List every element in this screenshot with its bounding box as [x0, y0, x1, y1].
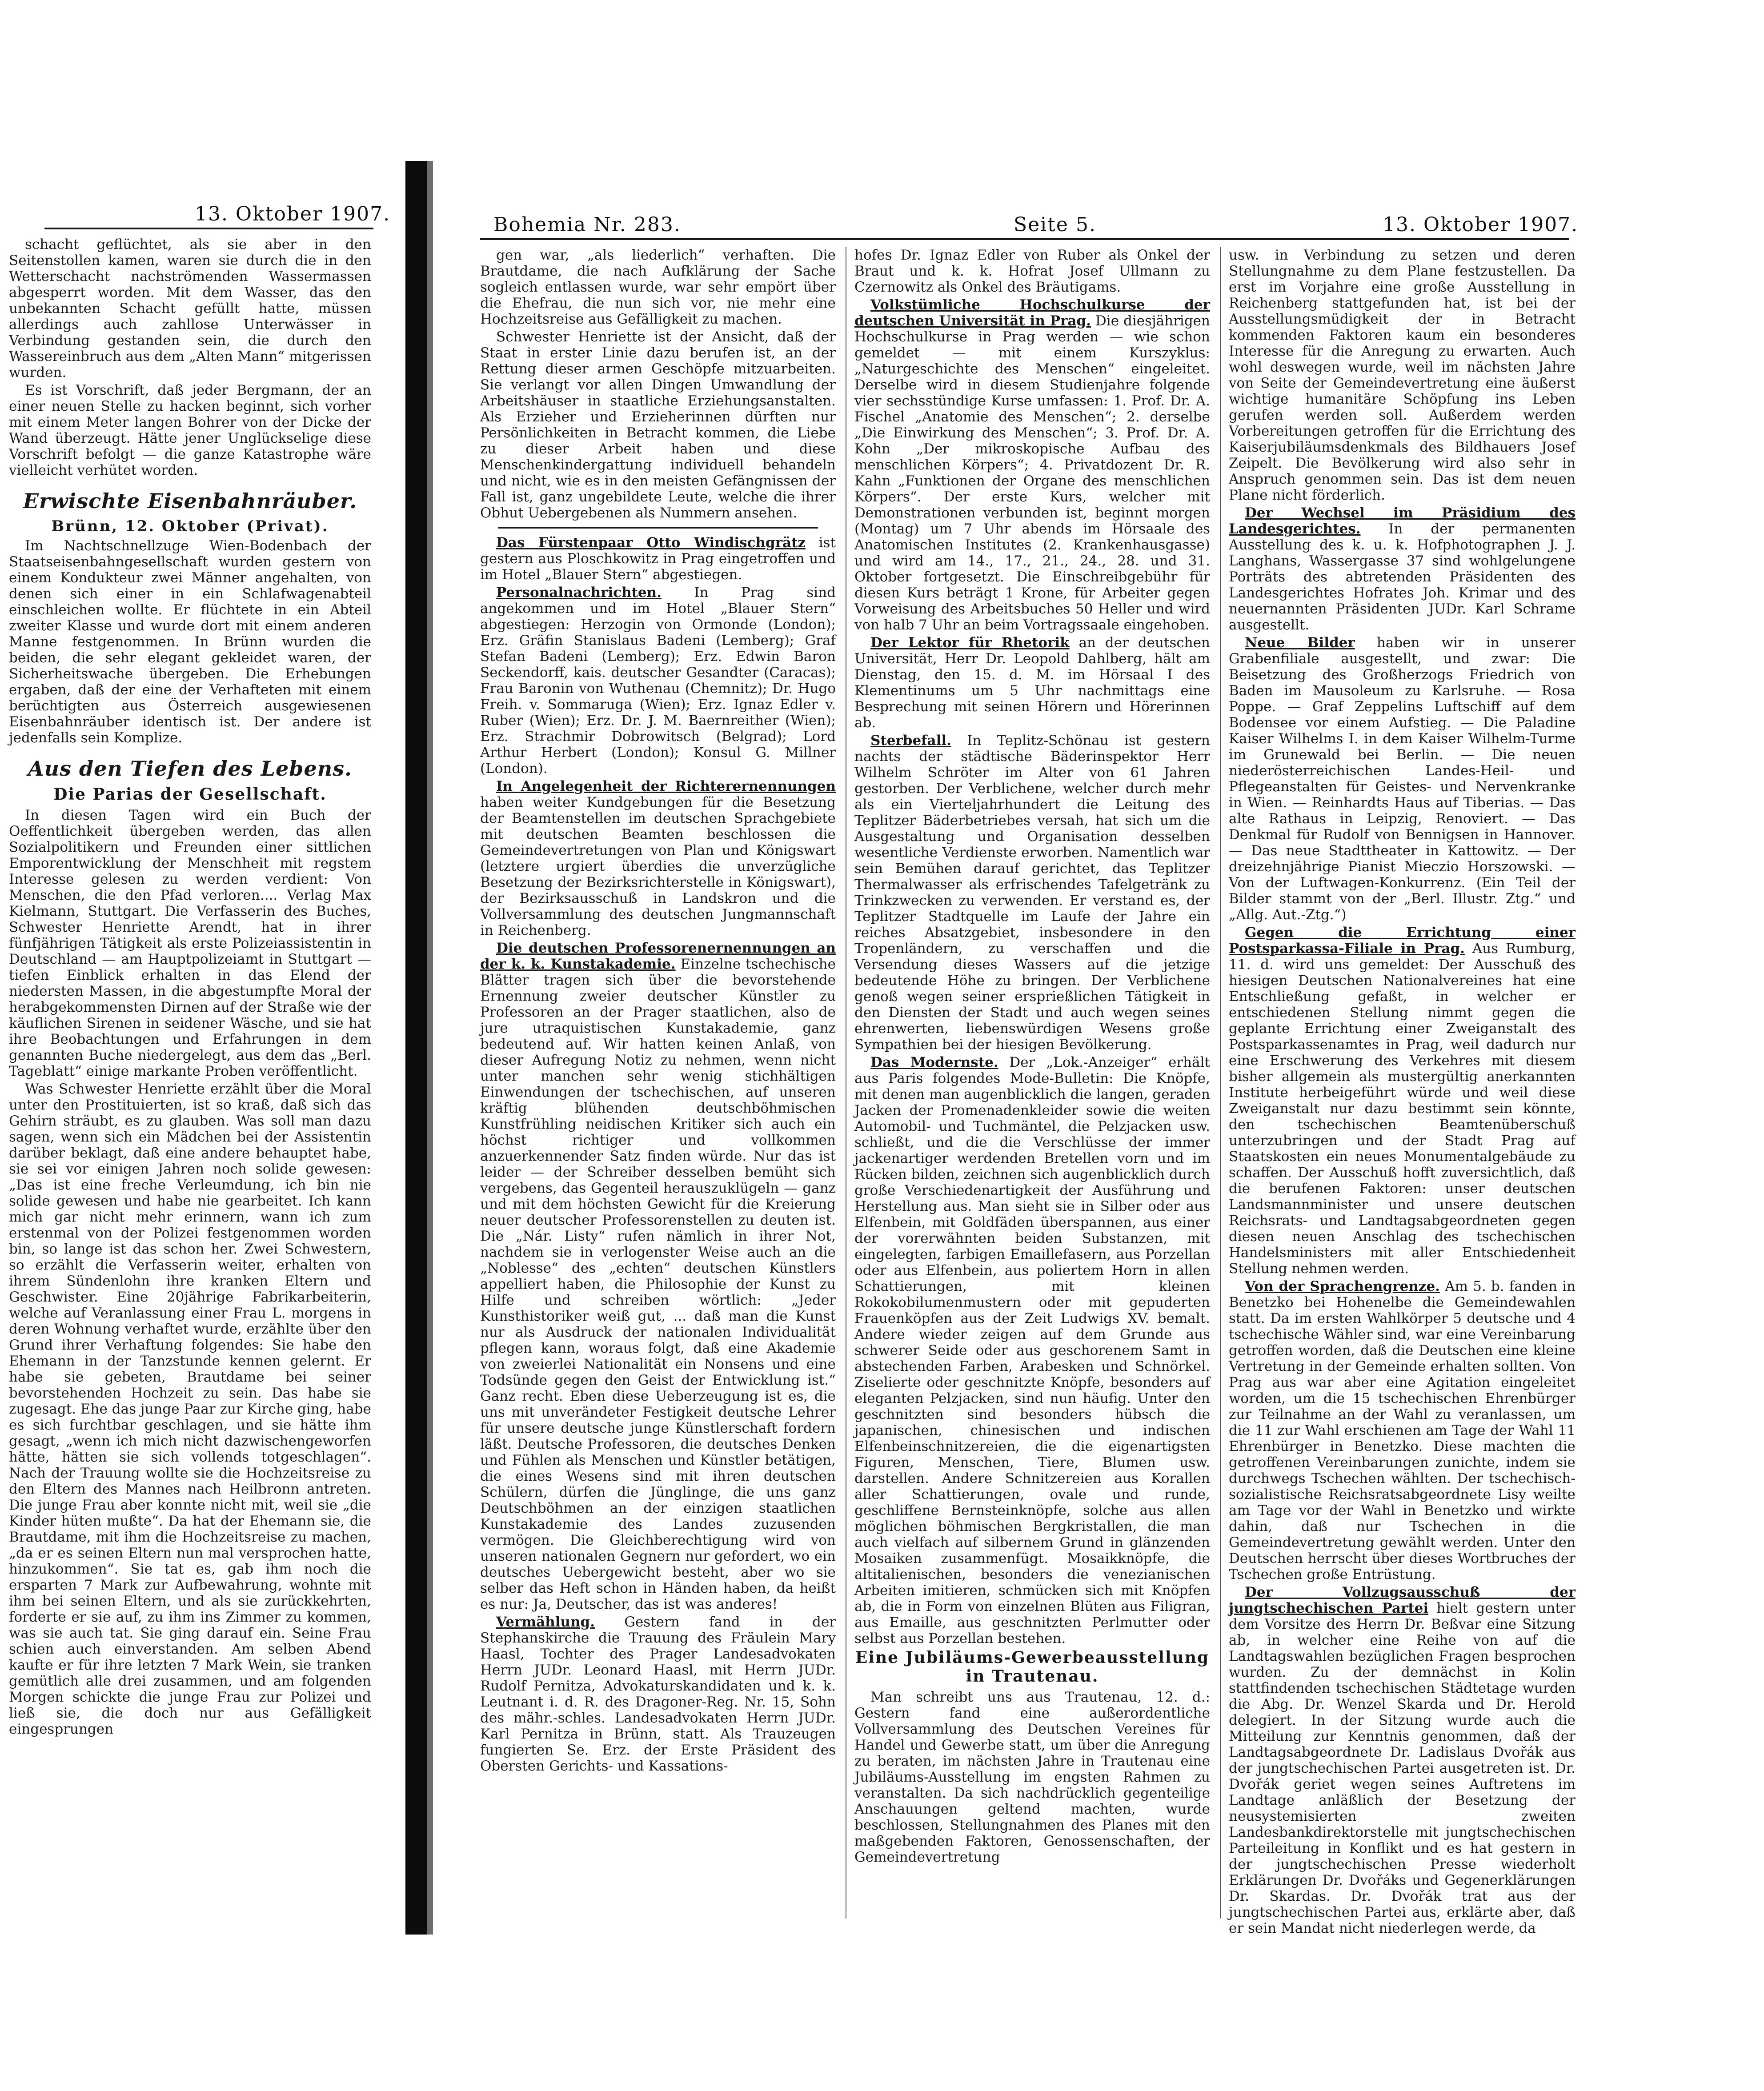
page-number: Seite 5.	[1014, 213, 1096, 236]
news-item-title: Vermählung.	[496, 1614, 595, 1630]
news-item-text: Die diesjährigen Hochschulkurse in Prag werden — wie schon gemeldet — mit einem Kurszyklus: „Naturgeschichte des Menschen“ eingeleitet. Derselbe wird in diesem Studienjahre folgende vier sechsstündige Kurse umfassen: 1. Prof. Dr. A. Fischel „Anatomie des Menschen“; 2. derselbe „Die Einwirkung des Menschen“; 3. Prof. Dr. A. Kohn „Der mikroskopische Aufbau des menschlichen Körpers“; 4. Privatdozent Dr. R. Kahn „Funktionen der Organe des menschlichen Körpers“. Der erste Kurs, welcher mit Demonstrationen verbunden ist, beginnt morgen (Montag) um 7 Uhr abends im Hörsaale des Anatomischen Institutes (2. Krankenhausgasse) und wird am 14., 17., 21., 24., 28. und 31. Oktober fortgesetzt. Die Einschreibgebühr für diesen Kurs beträgt 1 Krone, für Arbeiter gegen Vorweisung des Arbeitsbuches 50 Heller und wird von halb 7 Uhr an beim Vortragssaale eingehoben.	[854, 313, 1210, 633]
news-item-text: hielt gestern unter dem Vorsitze des Herrn Dr. Beßvar eine Sitzung ab, in welcher eine Reihe von auf die Landtagswahlen bezüglichen Fragen besprochen wurden. Zu der demnächst in Kolin stattfindenden tschechischen Städtetage wurden die Abg. Dr. Wenzel Skarda und Dr. Herold delegiert. In der Sitzung wurde auch die Mitteilung zur Kenntnis genommen, daß der Landtagsabgeordnete Dr. Ladislaus Dvořák aus der jungtschechischen Partei ausgetreten ist. Dr. Dvořák geriet wegen seines Auftretens im Landtage anläßlich der Besetzung der neusystemisierten zweiten Landesbankdirektorstelle mit jungtschechischen Parteileitung in Konflikt und es hat gestern in der jungtschechischen Presse wiederholt Erklärungen Dr. Dvořáks und Gegenerklärungen Dr. Skardas. Dr. Dvořák trat aus der jungtschechischen Partei aus, erklärte aber, daß er sein Mandat nicht niederlegen werde, da	[1229, 1600, 1576, 1936]
news-item-text: Aus Rumburg, 11. d. wird uns gemeldet: Der Ausschuß des hiesigen Deutschen Nationalvereines hat eine Entschließung gefaßt, in welcher er entschiedenen Stellung nimmt gegen die geplante Errichtung einer Zweiganstalt des Postsparkassenamtes in Prag, weil dadurch nur eine Erschwerung des Verkehres mit diesem bisher allgemein als mustergültig anerkannten Institute herbeigeführt würde und weil diese Zweiganstalt nur dazu bestimmt sein könnte, den tschechischen Beamtenüberschuß unterzubringen und der Stadt Prag auf Staatskosten ein neues Monumentalgebäude zu schaffen. Der Ausschuß hofft zuversichtlich, daß die berufenen Faktoren: unser deutschen Landsmannminister und unsere deutschen Reichsrats- und Landtagsabgeordneten gegen diesen neuen Anschlag des tschechischen Handelsministers mit aller Entschiedenheit Stellung nehmen werden.	[1229, 941, 1576, 1277]
left-page-date: 13. Oktober 1907.	[195, 203, 391, 225]
news-item-text: ist gestern aus Ploschkowitz in Prag eingetroffen und im Hotel „Blauer Stern“ abgestiegen.	[480, 535, 836, 583]
paragraph: hofes Dr. Ignaz Edler von Ruber als Onkel der Braut und k. k. Hofrat Josef Ullmann zu Czernowitz als Onkel des Bräutigams.	[854, 247, 1210, 295]
news-item-title: Gegen die Errichtung einer Postsparkassa-Filiale in Prag.	[1229, 925, 1576, 957]
news-item-title: Der Vollzugsausschuß der jungtschechischen Partei	[1229, 1584, 1576, 1616]
news-item-title: Personalnachrichten.	[496, 585, 662, 601]
news-item-text: In Prag sind angekommen und im Hotel „Blauer Stern“ abgestiegen: Herzogin von Ormonde (London); Erz. Gräfin Stanislaus Badeni (Lemberg); Graf Stefan Badeni (Lemberg); Erz. Edwin Baron Seckendorff, kais. deutscher Gesandter (Caracas); Frau Baronin von Wuthenau (Chemnitz); Dr. Hugo Freih. v. Sommaruga (Wien); Erz. Ignaz Edler v. Ruber (Wien); Erz. Dr. J. M. Baernreither (Wien); Erz. Strachmir Dobrowitsch (Belgrad); Lord Arthur Herbert (London); Konsul G. Millner (London).	[480, 585, 836, 777]
masthead-title: Bohemia Nr. 283.	[493, 213, 681, 236]
news-item-text: Der „Lok.-Anzeiger“ erhält aus Paris folgendes Mode-Bulletin: Die Knöpfe, mit denen man augenblicklich die langen, geraden Jacken der Promenadenkleider sowie die weiten Automobil- und Tuchmäntel, die Pelzjacken usw. schließt, und die die Verschlüsse der immer jackenartiger werdenden Bretellen vorn und im Rücken bilden, zeichnen sich augenblicklich durch große Verschiedenartigkeit der Ausführung und Herstellung aus. Man sieht sie in Silber oder aus Elfenbein, mit Goldfäden überspannen, aus einer der vorerwähnten beiden Substanzen, mit eingelegten, farbigen Emaillefasern, aus Porzellan oder aus Elfenbein, aus poliertem Horn in allen Schattierungen, mit kleinen Rokokobilumenmustern oder mit gepuderten Frauenköpfen aus der Zeit Ludwigs XV. bemalt. Andere wieder zeigen auf dem Grunde aus schwerer Seide oder aus geschorenem Samt in abstechenden Farben, Arabesken und Schnörkel. Ziselierte oder geschnitzte Knöpfe, besonders auf eleganten Pelzjacken, sind nun häufig. Unter den geschnitzten sind besonders hübsch die japanischen, chinesischen und indischen Elfenbeinschnitzereien, die die eigenartigsten Figuren, Menschen, Tiere, Blumen usw. darstellen. Andere Schnitzereien aus Korallen aller Schattierungen, ovale und runde, geschliffene Bernsteinknöpfe, solche aus allen möglichen böhmischen Bergkristallen, die man auch vielfach auf silbernem Grund in glänzenden Mosaiken zusammenfügt. Mosaikknöpfe, die altitalienischen, besonders die venezianischen Arbeiten imitieren, schmücken sich mit Knöpfen ab, die in Form von einzelnen Blüten aus Filigran, aus Emaille, aus geschnitzten Perlmutter oder selbst aus Porzellan bestehen.	[854, 1054, 1210, 1646]
news-item	[480, 778, 836, 938]
left-page	[0, 187, 400, 1898]
news-item	[1229, 925, 1576, 1277]
book-gutter	[405, 161, 427, 1935]
news-item	[480, 535, 836, 583]
right-page-date: 13. Oktober 1907.	[1383, 213, 1579, 236]
paragraph: usw. in Verbindung zu setzen und deren Stellungnahme zu dem Plane festzustellen. Da erst im Vorjahre eine große Ausstellung in Reichenberg stattgefunden hat, ist bei der Ausstellungsmüdigkeit der in Betracht kommenden Faktoren kaum ein besonderes Interesse für die Anregung zu erwarten. Auch wohl deswegen wurde, weil im nächsten Jahre von Seite der Gemeindevertretung eine äußerst wichtige humanitäre Schöpfung ins Leben gerufen werden soll. Außerdem werden Vorbereitungen getroffen für die Errichtung des Kaiserjubiläumsdenkmals des Bildhauers Josef Zeipelt. Die Bevölkerung wird also sehr in Anspruch genommen sein. Das ist dem neuen Plane nicht förderlich.	[1229, 247, 1576, 503]
paragraph: Man schreibt uns aus Trautenau, 12. d.: Gestern fand eine außerordentliche Vollversammlung des Deutschen Vereines für Handel und Gewerbe statt, um über die Anregung zu beraten, im nächsten Jahre in Trautenau eine Jubiläums-Ausstellung im engsten Rahmen zu veranstalten. Da sich nachdrücklich gegenteilige Anschauungen geltend machten, wurde beschlossen, Stellungnahmen des Planes mit den maßgebenden Faktoren, Genossenschaften, der Gemeindevertretung	[854, 1689, 1210, 1865]
section-heading: Erwischte Eisenbahnräuber.	[23, 489, 357, 513]
right-page	[480, 213, 1614, 1936]
news-item-text: haben weiter Kundgebungen für die Besetzung der Beamtenstellen im deutschen Sprachgebiete mit deutschen Beamten beschlossen die Gemeindevertretungen von Plan und Königswart (letztere urgiert überdies die unverzügliche Besetzung der Bezirksrichterstelle in Königswart), der Bezirksausschuß in Landskron und die Vollversammlung des deutschen Jungmannschaft in Reichenberg.	[480, 794, 836, 938]
news-item	[854, 733, 1210, 1053]
news-item-text: In der permanenten Ausstellung des k. u. k. Hofphotographen J. J. Langhans, Wassergasse 37 sind wohlgelungene Porträts des abtretenden Präsidenten des Landesgerichtes Hofrates Joh. Krimar und des neuernannten Präsidenten JUDr. Karl Schrame ausgestellt.	[1229, 521, 1576, 633]
section-subheading: Die Parias der Gesellschaft.	[53, 785, 327, 804]
section-divider	[498, 527, 818, 529]
article-column-3	[1229, 247, 1576, 1936]
dateline: Brünn, 12. Oktober (Privat).	[51, 517, 329, 535]
news-item-title: Das Fürstenpaar Otto Windischgrätz	[496, 535, 806, 551]
news-item-text: haben wir in unserer Grabenfiliale ausgestellt, und zwar: Die Beisetzung des Großherzogs Friedrich von Baden im Mausoleum zu Karlsruhe. — Rosa Poppe. — Graf Zeppelins Luftschiff auf dem Bodensee vor einem Aufstieg. — Die Paladine Kaiser Wilhelms I. in dem Kaiser Wilhelm-Turme im Grunewald bei Berlin. — Die neuen niederösterreichischen Landes-Heil- und Pflegeanstalten für Geistes- und Nervenkranke in Wien. — Reinhardts Haus auf Tiberias. — Das alte Rathaus in Leipzig, Renoviert. — Das Denkmal für Rudolf von Bennigsen in Hannover. — Das neue Stadttheater in Kattowitz. — Der dreizehnjährige Pianist Mieczio Horszowski. — Von der Luftwagen-Konkurrenz. (Ein Teil der Bilder stammt von der „Berl. Illustr. Ztg.“ und „Allg. Aut.-Ztg.“)	[1229, 635, 1576, 923]
news-item-title: In Angelegenheit der Richterernennungen	[496, 778, 836, 794]
news-item-title: Der Wechsel im Präsidium des Landesgerichtes.	[1229, 505, 1576, 537]
news-item	[1229, 505, 1576, 633]
news-item	[480, 585, 836, 777]
article-column-2	[854, 247, 1210, 1919]
news-item	[1229, 1584, 1576, 1936]
paragraph: schacht geflüchtet, als sie aber in den Seitenstollen kamen, waren sie durch die in den Wetterschacht nachströmenden Wassermassen abgesperrt worden. Mit dem Wasser, das den unbekannten Schacht gefüllt hatte, müssen allerdings auch zahllose Unterwässer in Verbindung gestanden sein, die durch den Wassereinbruch aus dem „Alten Mann“ mitgerissen wurden.	[9, 236, 371, 381]
left-page-column	[9, 236, 371, 1890]
article-column-1	[480, 247, 836, 1919]
paragraph: Im Nachtschnellzuge Wien-Bodenbach der Staatseisenbahngesellschaft wurden gestern von einem Kondukteur zwei Männer angehalten, von denen sich einer in ein Schlafwagenabteil einschleichen wollte. Er flüchtete in ein Abteil zweiter Klasse und wurde dort mit einem anderen Manne festgenommen. In Brünn wurden die beiden, die sehr elegant gekleidet waren, der Sicherheitswache übergeben. Die Erhebungen ergaben, daß der eine der Verhafteten mit einem berüchtigten aus Österreich ausgewiesenen Eisenbahnräuber identisch ist. Der andere ist jedenfalls sein Komplize.	[9, 538, 371, 746]
news-item-text: In Teplitz-Schönau ist gestern nachts der städtische Bäderinspektor Herr Wilhelm Schröter im Alter von 61 Jahren gestorben. Der Verblichene, welcher durch mehr als ein Vierteljahrhundert die Leitung des Teplitzer Bäderbetriebes versah, hat sich um die Ausgestaltung und Organisation desselben wesentliche Verdienste erworben. Namentlich war sein Bemühen darauf gerichtet, das Teplitzer Thermalwasser als erfrischendes Tafelgetränk zu Trinkzwecken zu verwenden. Er verstand es, der Teplitzer Stadtquelle im Laufe der Jahre ein reiches Absatzgebiet, insbesondere in den Tropenländern, zu verschaffen und die Versendung dieses Wassers auf die jetzige bedeutende Höhe zu bringen. Der Verblichene genoß wegen seiner ersprießlichen Tätigkeit in den Diensten der Stadt und auch wegen seines ehrenwerten, liebenswürdigen Wesens große Sympathien bei der hiesigen Bevölkerung.	[854, 733, 1210, 1053]
news-item-title: Der Lektor für Rhetorik	[870, 635, 1070, 651]
left-header-rule	[44, 228, 373, 229]
news-item	[854, 635, 1210, 731]
column-rule-2	[1220, 247, 1221, 1919]
news-item-text: Gestern fand in der Stephanskirche die Trauung des Fräulein Mary Haasl, Tochter des Prager Landesadvokaten Herrn JUDr. Leonard Haasl, mit Herrn JUDr. Rudolf Pernitza, Advokaturskandidaten und k. k. Leutnant i. d. R. des Dragoner-Reg. Nr. 15, Sohn des mähr.-schles. Landesadvokaten Herrn JUDr. Karl Pernitza in Brünn, statt. Als Trauzeugen fungierten Se. Erz. der Erste Präsident des Obersten Gerichts- und Kassations-	[480, 1614, 836, 1774]
paragraph: Schwester Henriette ist der Ansicht, daß der Staat in erster Linie dazu berufen ist, an der Rettung dieser armen Geschöpfe mitzuarbeiten. Sie verlangt vor allen Dingen Umwandlung der Arbeitshäuser in staatliche Erziehungsanstalten. Als Erzieher und Erzieherinnen dürften nur Persönlichkeiten in Betracht kommen, die Liebe zu dieser Arbeit haben und diese Menschenkindergattung individuell behandeln und nicht, wie es in den meisten Gefängnissen der Fall ist, ganz ungebildete Leute, welche die ihrer Obhut Uebergebenen als Nummern ansehen.	[480, 329, 836, 521]
news-item-title: Das Modernste.	[870, 1054, 998, 1070]
news-item	[1229, 635, 1576, 923]
news-item	[480, 1614, 836, 1774]
news-item-text: Einzelne tschechische Blätter tragen sich über die bevorstehende Ernennung zweier deutscher Künstler zu Professoren an der Prager staatlichen, also de jure utraquistischen Kunstakademie, ganz bedeutend auf. Wir hatten keinen Anlaß, von dieser Aufregung Notiz zu nehmen, wenn nicht unter manchen sehr wenig stichhältigen Einwendungen der tschechischen, auf unseren kräftig blühenden deutschböhmischen Kunstfrühling neidischen Kritiker sich auch ein höchst richtiger und vollkommen anzuerkennender Satz finden würde. Nur das ist leider — der Schreiber desselben bemüht sich vergebens, das Gegenteil herauszuklügeln — ganz und mit dem höchsten Gewicht für die Kreierung neuer deutscher Professorenstellen zu deuten ist. Die „Nár. Listy“ rufen nämlich in ihrer Not, nachdem sie in verlogenster Weise auch an die „Noblesse“ des „echten“ deutschen Künstlers appelliert haben, die Philosophie der Kunst zu Hilfe und schreiben wörtlich: „Jeder Kunsthistoriker weiß gut, ... daß man die Kunst nur als Ausdruck der nationalen Individualität pflegen kann, woraus folgt, daß eine Akademie von zweierlei Nationalität ein Nonsens und eine Todsünde gegen den Geist der Entwicklung ist.“ Ganz recht. Eben diese Ueberzeugung ist es, die uns mit unverändeter Festigkeit deutsche Lehrer für unsere deutsche junge Künstlerschaft fordern läßt. Deutsche Professoren, die deutsches Denken und Fühlen als Menschen und Künstler betätigen, die eines Wesens sind mit ihren deutschen Schülern, dürfen die Jünglinge, die uns ganz Deutschböhmen an der einzigen staatlichen Kunstakademie des Landes zuzusenden vermögen. Die Gleichberechtigung wird von unseren nationalen Gegnern nur gefordert, wo ein deutsches Uebergewicht besteht, aber wo sie selber das Heft schon in Händen haben, da heißt es nur: Ja, Deutscher, das ist was anderes!	[480, 956, 836, 1612]
paragraph: In diesen Tagen wird ein Buch der Oeffentlichkeit übergeben werden, das allen Sozialpolitikern und Freunden einer sittlichen Emporentwicklung der Menschheit mit regstem Interesse gelesen zu werden verdient: Von Menschen, die den Pfad verloren.... Verlag Max Kielmann, Stuttgart. Die Verfasserin des Buches, Schwester Henriette Arendt, hat in ihrer fünfjährigen Tätigkeit als erste Polizeiassistentin in Deutschland — am Hauptpolizeiamt in Stuttgart — tiefen Einblick erhalten in das Elend der niedersten Massen, in die abgestumpfte Moral der herabgekommensten Dirnen auf der Straße wie der käuflichen Sirenen in seidener Wäsche, und sie hat ihre Beobachtungen und Erfahrungen in dem genannten Buche niedergelegt, aus dem das „Berl. Tageblatt“ einige markante Proben veröffentlicht.	[9, 807, 371, 1079]
paragraph: Was Schwester Henriette erzählt über die Moral unter den Prostituierten, ist so kraß, daß sich das Gehirn sträubt, es zu glauben. Was soll man dazu sagen, wenn sich ein Mädchen bei der Assistentin darüber beklagt, daß eine andere behauptet habe, sie sei vor einigen Jahren noch solide gewesen: „Das ist eine freche Verleumdung, ich bin nie solide gewesen und habe nie gearbeitet. Ich kann mich gar nicht mehr erinnern, wann ich zum erstenmal von der Polizei festgenommen worden bin, so lange ist das schon her. Zwei Schwestern, so erzählt die Verfasserin weiter, erhalten von ihrem Sündenlohn ihre kranken Eltern und Geschwister. Eine 20jährige Fabrikarbeiterin, welche auf Veranlassung einer Frau L. morgens in deren Wohnung verhaftet wurde, erzählte über den Grund ihrer Verhaftung folgendes: Sie habe den Ehemann in der Tanzstunde kennen gelernt. Er habe sie gebeten, Brautdame bei seiner bevorstehenden Hochzeit zu sein. Das habe sie zugesagt. Ehe das junge Paar zur Kirche ging, habe es sich furchtbar geschlagen, und sie hätte ihm gesagt, „wenn ich mich nicht dazwischengeworfen hätte, hätten sie sich vollends totgeschlagen“. Nach der Trauung wollte sie die Hochzeitsreise zu den Eltern des Mannes nach Heilbronn antreten. Die junge Frau aber konnte nicht mit, weil sie „die Kinder hüten mußte“. Da hat der Ehemann sie, die Brautdame, mit ihm die Hochzeitsreise zu machen, „da er es seinen Eltern nun mal versprochen hatte, hinzukommen“. Sie tat es, gab ihm noch die ersparten 7 Mark zur Aufbewahrung, wohnte mit ihm bei seinen Eltern, und als sie zurückkehrten, forderte er sie auf, zu ihm ins Zimmer zu kommen, was sie auch tat. Sie ging darauf ein. Seine Frau schien auch einverstanden. Am selben Abend kaufte er für ihre letzten 7 Mark Wein, sie tranken gemütlich alle drei zusammen, und am folgenden Morgen schickte die junge Frau zur Polizei und ließ sie, die doch nur aus Gefälligkeit eingesprungen	[9, 1081, 371, 1737]
news-item-title: Die deutschen Professorenernennungen an der k. k. Kunstakademie.	[480, 940, 836, 972]
news-item-text: Am 5. b. fanden in Benetzko bei Hohenelbe die Gemeindewahlen statt. Da im ersten Wahlkörper 5 deutsche und 4 tschechische Wähler sind, war eine Vereinbarung getroffen worden, daß die Deutschen eine kleine Vertretung in der Gemeinde erhalten sollten. Von Prag aus war aber eine Agitation eingeleitet worden, um die 15 tschechischen Ehrenbürger zur Teilnahme an der Wahl zu veranlassen, um die 11 zur Wahl erschienen am Tage der Wahl 11 Ehrenbürger in Benetzko. Diese machten die getroffenen Vereinbarungen zunichte, indem sie durchwegs Tschechen wählten. Der tschechisch-sozialistische Reichsratsabgeordnete Lisy weilte am Tage vor der Wahl in Benetzko und wirkte dahin, daß nur Tschechen in die Gemeindevertretung gewählt werden. Unter den Deutschen herrscht über dieses Wortbruches der Tschechen große Entrüstung.	[1229, 1278, 1576, 1582]
news-item	[480, 940, 836, 1612]
news-item	[854, 1054, 1210, 1646]
paragraph: Es ist Vorschrift, daß jeder Bergmann, der an einer neuen Stelle zu hacken beginnt, sich vorher mit einem Meter langen Bohrer von der Dicke der Wand überzeugt. Hätte jener Unglückselige diese Vorschrift befolgt — die ganze Katastrophe wäre vielleicht verhütet worden.	[9, 382, 371, 478]
paragraph: gen war, „als liederlich“ verhaften. Die Brautdame, die nach Aufklärung der Sache sogleich entlassen wurde, war sehr empört über die Ehefrau, die nun sich vor, nie mehr eine Hochzeitsreise aus Gefälligkeit zu machen.	[480, 247, 836, 327]
news-item-title: Neue Bilder	[1245, 635, 1355, 651]
news-item	[854, 297, 1210, 633]
right-header-rule	[480, 238, 1569, 240]
news-item-title: Volkstümliche Hochschulkurse der deutschen Universität in Prag.	[854, 297, 1210, 329]
news-item-title: Von der Sprachengrenze.	[1245, 1278, 1440, 1294]
news-item-text: an der deutschen Universität, Herr Dr. Leopold Dahlberg, hält am Dienstag, den 15. d. M. im Hörsaal I des Klementinums um 5 Uhr nachmittags eine Besprechung mit seinen Hörern und Hörerinnen ab.	[854, 635, 1211, 731]
article-heading: Eine Jubiläums-Gewerbeausstellung in Trautenau.	[855, 1648, 1210, 1686]
news-item-title: Sterbefall.	[870, 733, 951, 749]
gutter-shadow	[427, 161, 433, 1935]
section-heading: Aus den Tiefen des Lebens.	[28, 757, 353, 781]
news-item	[1229, 1278, 1576, 1582]
